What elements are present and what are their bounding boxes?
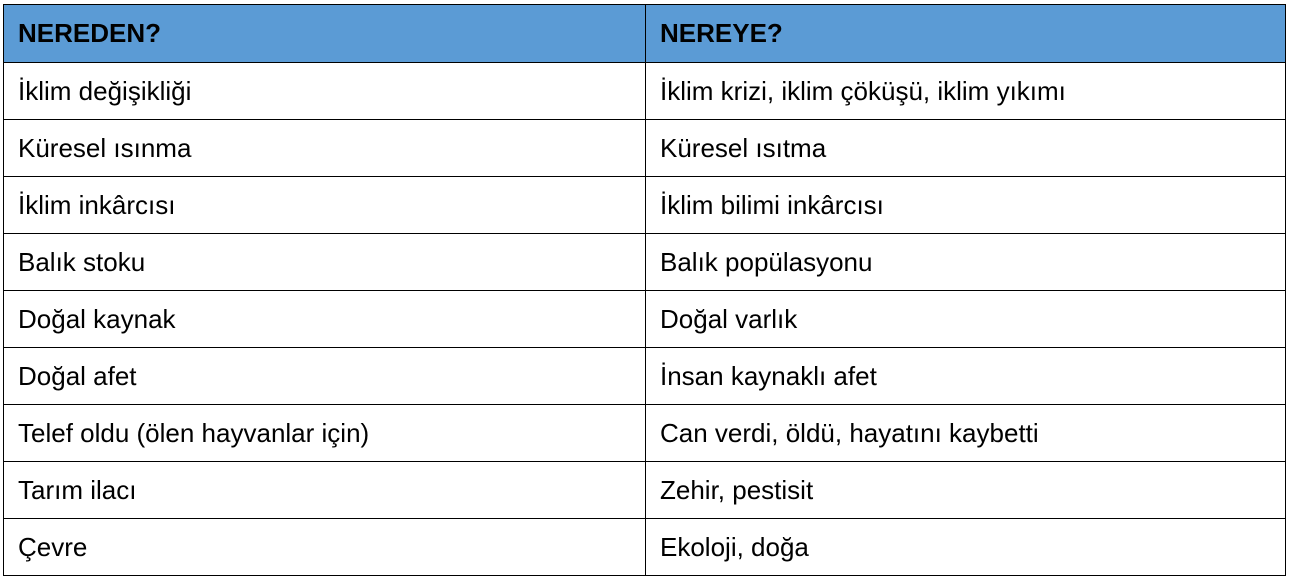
- terminology-table: [3, 4, 1286, 576]
- table-row: [4, 348, 1286, 405]
- to-term-cell: Ekoloji, doğa: [646, 519, 1286, 576]
- table-row: [4, 405, 1286, 462]
- from-term-cell: Telef oldu (ölen hayvanlar için): [4, 405, 646, 462]
- table-header-row: [4, 5, 1286, 63]
- table-row: [4, 177, 1286, 234]
- from-term-cell: Doğal kaynak: [4, 291, 646, 348]
- table-row: [4, 519, 1286, 576]
- from-term-cell: Küresel ısınma: [4, 120, 646, 177]
- to-term-cell: Doğal varlık: [646, 291, 1286, 348]
- table-row: [4, 120, 1286, 177]
- table-row: [4, 234, 1286, 291]
- to-term-cell: İklim krizi, iklim çöküşü, iklim yıkımı: [646, 63, 1286, 120]
- from-term-cell: İklim değişikliği: [4, 63, 646, 120]
- table-row: [4, 63, 1286, 120]
- to-term-cell: Can verdi, öldü, hayatını kaybetti: [646, 405, 1286, 462]
- from-term-cell: İklim inkârcısı: [4, 177, 646, 234]
- column-header-from: NEREDEN?: [4, 5, 646, 63]
- to-term-cell: İnsan kaynaklı afet: [646, 348, 1286, 405]
- table-row: [4, 462, 1286, 519]
- to-term-cell: Küresel ısıtma: [646, 120, 1286, 177]
- column-header-to: NEREYE?: [646, 5, 1286, 63]
- to-term-cell: İklim bilimi inkârcısı: [646, 177, 1286, 234]
- from-term-cell: Balık stoku: [4, 234, 646, 291]
- from-term-cell: Doğal afet: [4, 348, 646, 405]
- from-term-cell: Tarım ilacı: [4, 462, 646, 519]
- to-term-cell: Balık popülasyonu: [646, 234, 1286, 291]
- table-row: [4, 291, 1286, 348]
- from-term-cell: Çevre: [4, 519, 646, 576]
- to-term-cell: Zehir, pestisit: [646, 462, 1286, 519]
- terminology-table-container: [3, 4, 1285, 576]
